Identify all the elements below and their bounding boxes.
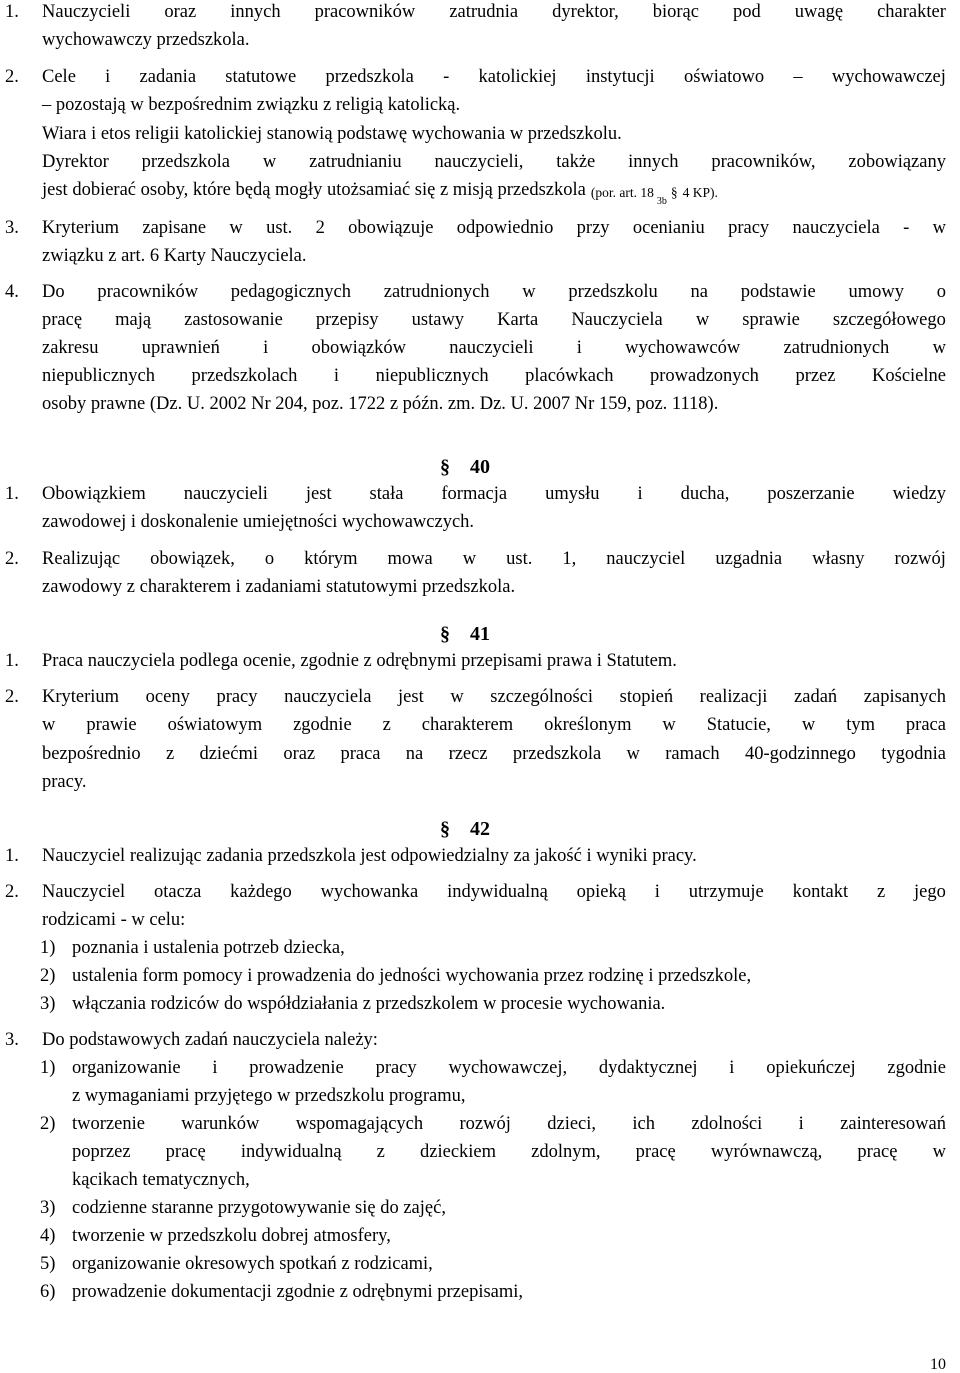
section-symbol: § xyxy=(440,818,450,840)
text-line: organizowanie okresowych spotkań z rodzicami, xyxy=(72,1254,433,1274)
text-line: Kryterium zapisane w ust. 2 obowiązuje odpowiednio przy ocenianiu pracy nauczyciela - w xyxy=(42,218,946,238)
text-line: – pozostają w bezpośrednim związku z religią katolicką. xyxy=(42,95,461,115)
text-line: zakresu uprawnień i obowiązków nauczycieli i wychowawców zatrudnionych w xyxy=(42,338,946,358)
item-number: 2. xyxy=(5,687,19,707)
text-line: zawodowy z charakterem i zadaniami statutowymi przedszkola. xyxy=(42,577,516,597)
page-number: 10 xyxy=(930,1356,946,1373)
section-symbol: § xyxy=(670,185,678,200)
text-line: w prawie oświatowym zgodnie z charakterem określonym w Statucie, w tym praca xyxy=(42,715,946,735)
text-line: osoby prawne (Dz. U. 2002 Nr 204, poz. 1722 z późn. zm. Dz. U. 2007 Nr 159, poz. 1118). xyxy=(42,394,719,414)
section-symbol: § xyxy=(440,456,450,478)
item-number: 4. xyxy=(5,282,19,302)
text-line: prowadzenie dokumentacji zgodnie z odrębnymi przepisami, xyxy=(72,1282,524,1302)
text-line: kącikach tematycznych, xyxy=(72,1170,250,1190)
text-line: związku z art. 6 Karty Nauczyciela. xyxy=(42,246,307,266)
text-line: Kryterium oceny pracy nauczyciela jest w szczególności stopień realizacji zadań zapisanych xyxy=(42,687,946,707)
subitem-number: 5) xyxy=(40,1254,56,1274)
text-line: z wymaganiami przyjętego w przedszkolu programu, xyxy=(72,1086,466,1106)
text-line: Cele i zadania statutowe przedszkola - katolickiej instytucji oświatowo – wychowawczej xyxy=(42,67,946,87)
citation-superscript: 3b xyxy=(656,196,667,207)
text-line: Do podstawowych zadań nauczyciela należy: xyxy=(42,1030,378,1050)
subitem-number: 3) xyxy=(40,1198,56,1218)
text-line: tworzenie w przedszkolu dobrej atmosfery, xyxy=(72,1226,391,1246)
text-line: Nauczycieli oraz innych pracowników zatrudnia dyrektor, biorąc pod uwagę charakter xyxy=(42,2,946,22)
text-line: poznania i ustalenia potrzeb dziecka, xyxy=(72,938,345,958)
section-symbol: § xyxy=(440,623,450,645)
text-line: Obowiązkiem nauczycieli jest stała formacja umysłu i ducha, poszerzanie wiedzy xyxy=(42,484,946,504)
subitem-number: 3) xyxy=(40,994,56,1014)
text-line: Praca nauczyciela podlega ocenie, zgodnie z odrębnymi przepisami prawa i Statutem. xyxy=(42,651,677,671)
text-line: włączania rodziców do współdziałania z przedszkolem w procesie wychowania. xyxy=(72,994,666,1014)
subitem-number: 4) xyxy=(40,1226,56,1246)
text-line: zawodowej i doskonalenie umiejętności wychowawczych. xyxy=(42,512,475,532)
text-line: pracę mają zastosowanie przepisy ustawy Karta Nauczyciela w sprawie szczegółowego xyxy=(42,310,946,330)
text-line: niepublicznych przedszkolach i niepublicznych placówkach prowadzonych przez Kościelne xyxy=(42,366,946,386)
text-line: codzienne staranne przygotowywanie się do zajęć, xyxy=(72,1198,446,1218)
subitem-number: 6) xyxy=(40,1282,56,1302)
section-number: 41 xyxy=(470,623,490,645)
text-line: Wiara i etos religii katolickiej stanowią podstawę wychowania w przedszkolu. xyxy=(42,124,622,144)
text-line: bezpośrednio z dziećmi oraz praca na rzecz przedszkola w ramach 40-godzinnego tygodnia xyxy=(42,744,946,764)
text-line: wychowawczy przedszkola. xyxy=(42,30,250,50)
item-number: 2. xyxy=(5,67,19,87)
section-number: 40 xyxy=(470,456,490,478)
text-line: Nauczyciel realizując zadania przedszkola jest odpowiedzialny za jakość i wyniki pracy. xyxy=(42,846,697,866)
citation-text: 4 KP). xyxy=(682,185,718,200)
subitem-number: 2) xyxy=(40,966,56,986)
text-line: Realizując obowiązek, o którym mowa w ust. 1, nauczyciel uzgadnia własny rozwój xyxy=(42,549,946,569)
text-line: Do pracowników pedagogicznych zatrudnionych w przedszkolu na podstawie umowy o xyxy=(42,282,946,302)
citation-text: (por. art. 18 xyxy=(590,185,654,200)
item-number: 3. xyxy=(5,218,19,238)
subitem-number: 2) xyxy=(40,1114,56,1134)
text-line: organizowanie i prowadzenie pracy wychowawczej, dydaktycznej i opiekuńczej zgodnie xyxy=(72,1058,946,1078)
item-number: 3. xyxy=(5,1030,19,1050)
item-number: 1. xyxy=(5,484,19,504)
item-number: 2. xyxy=(5,549,19,569)
text-line: Nauczyciel otacza każdego wychowanka indywidualną opieką i utrzymuje kontakt z jego xyxy=(42,882,946,902)
text-line: jest dobierać osoby, które będą mogły utożsamiać się z misją przedszkola xyxy=(42,180,586,200)
item-number: 1. xyxy=(5,2,19,22)
item-number: 1. xyxy=(5,651,19,671)
item-number: 1. xyxy=(5,846,19,866)
section-number: 42 xyxy=(470,818,490,840)
subitem-number: 1) xyxy=(40,938,56,958)
text-line: ustalenia form pomocy i prowadzenia do jedności wychowania przez rodzinę i przedszkole, xyxy=(72,966,752,986)
text-line: pracy. xyxy=(42,772,87,792)
text-line: rodzicami - w celu: xyxy=(42,910,186,930)
text-line: Dyrektor przedszkola w zatrudnianiu nauczycieli, także innych pracowników, zobowiązany xyxy=(42,152,946,172)
item-number: 2. xyxy=(5,882,19,902)
subitem-number: 1) xyxy=(40,1058,56,1078)
text-line: poprzez pracę indywidualną z dzieckiem zdolnym, pracę wyrównawczą, pracę w xyxy=(72,1142,946,1162)
text-line: tworzenie warunków wspomagających rozwój dzieci, ich zdolności i zainteresowań xyxy=(72,1114,946,1134)
